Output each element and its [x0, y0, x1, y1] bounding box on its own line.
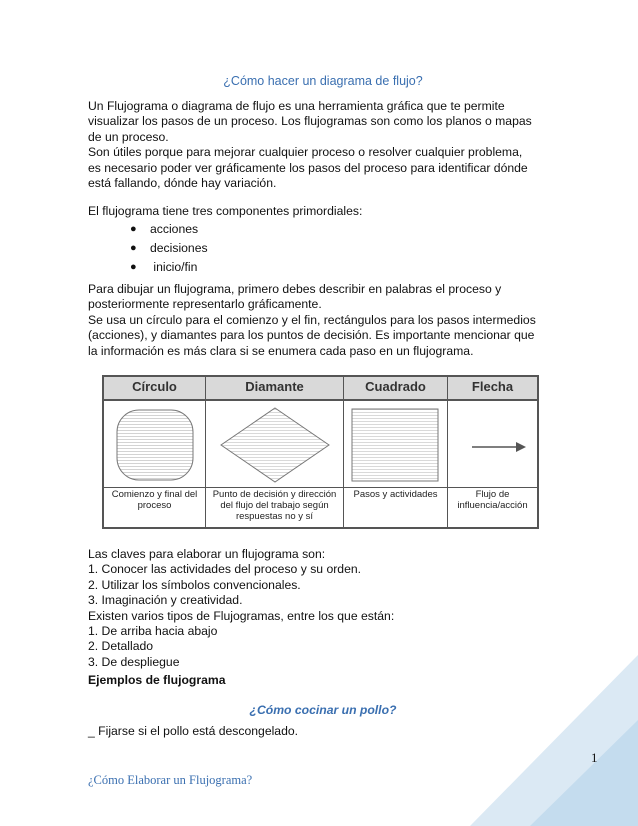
components-section: [88, 204, 558, 277]
example-title: ¿Cómo cocinar un pollo?: [249, 703, 397, 717]
figure-column-square: [344, 377, 448, 527]
bullet-icon: ●: [130, 242, 137, 255]
intro-line: es necesario poder ver gráficamente los pasos del proceso para identificar dónde: [88, 160, 528, 175]
figure-caption-arrow: Flujo de influencia/acción: [457, 489, 528, 511]
drawing-line: Para dibujar un flujograma, primero debes describir en palabras el proceso y: [88, 282, 502, 296]
bullet-icon: ●: [130, 223, 137, 236]
figure-column-circle: [104, 377, 206, 527]
keys-line: Las claves para elaborar un flujograma son:: [88, 547, 326, 561]
drawing-line: posteriormente representarlo gráficamente.: [88, 297, 322, 312]
page-number: 1: [591, 750, 598, 765]
components-intro: El flujograma tiene tres componentes primordiales:: [88, 204, 363, 218]
keys-section: [88, 547, 558, 670]
keys-line: 3. De despliegue: [88, 654, 180, 669]
drawing-line: (acciones), y diamantes para los puntos de decisión. Es importante mencionar que: [88, 328, 535, 343]
flowchart-symbols-figure: [102, 375, 539, 529]
page-footer: ¿Cómo Elaborar un Flujograma?: [88, 773, 253, 787]
arrow-icon: [450, 402, 535, 486]
keys-line: 2. Utilizar los símbolos convencionales.: [88, 577, 301, 592]
rounded-square-icon: [106, 402, 204, 486]
intro-paragraph: [88, 99, 558, 191]
figure-column-diamond: [206, 377, 344, 527]
drawing-paragraph: [88, 282, 558, 359]
examples-heading: Ejemplos de flujograma: [88, 673, 226, 687]
diamond-icon: [208, 402, 342, 486]
bullet-icon: ●: [130, 261, 137, 274]
figure-caption-circle: Comienzo y final del proceso: [111, 489, 198, 511]
figure-caption-diamond: Punto de decisión y dirección del flujo del trabajo según respuestas no y sí: [212, 489, 337, 522]
intro-line: está fallando, dónde hay variación.: [88, 176, 277, 191]
drawing-line: Se usa un círculo para el comienzo y el fin, rectángulos para los pasos intermedios: [88, 312, 536, 327]
intro-line: Un Flujograma o diagrama de flujo es una herramienta gráfica que te permite: [88, 99, 505, 113]
figure-column-arrow: [448, 377, 537, 527]
figure-caption-square: Pasos y actividades: [353, 489, 438, 500]
figure-header-square: Cuadrado: [365, 379, 426, 394]
list-item: ● decisiones: [88, 239, 558, 258]
intro-line: visualizar los pasos de un proceso. Los flujogramas son como los planos o mapas: [88, 114, 532, 129]
list-item: ● acciones: [88, 220, 558, 239]
list-item: ● inicio/fin: [88, 258, 558, 277]
figure-header-diamond: Diamante: [245, 379, 304, 394]
example-step: _ Fijarse si el pollo está descongelado.: [88, 724, 299, 738]
keys-line: Existen varios tipos de Flujogramas, entre los que están:: [88, 608, 395, 623]
document-title: ¿Cómo hacer un diagrama de flujo?: [223, 74, 423, 88]
figure-header-arrow: Flecha: [471, 379, 514, 394]
keys-line: 3. Imaginación y creatividad.: [88, 593, 243, 608]
components-list: [88, 220, 558, 277]
drawing-line: la información es más clara si se enumera cada paso en un flujograma.: [88, 343, 474, 358]
intro-line: Son útiles porque para mejorar cualquier proceso o resolver cualquier problema,: [88, 145, 523, 160]
keys-line: 2. Detallado: [88, 639, 154, 654]
keys-line: 1. De arriba hacia abajo: [88, 624, 218, 639]
keys-line: 1. Conocer las actividades del proceso y su orden.: [88, 562, 362, 577]
figure-header-circle: Círculo: [132, 379, 177, 394]
intro-line: de un proceso.: [88, 129, 169, 144]
rectangle-icon: [346, 402, 446, 486]
